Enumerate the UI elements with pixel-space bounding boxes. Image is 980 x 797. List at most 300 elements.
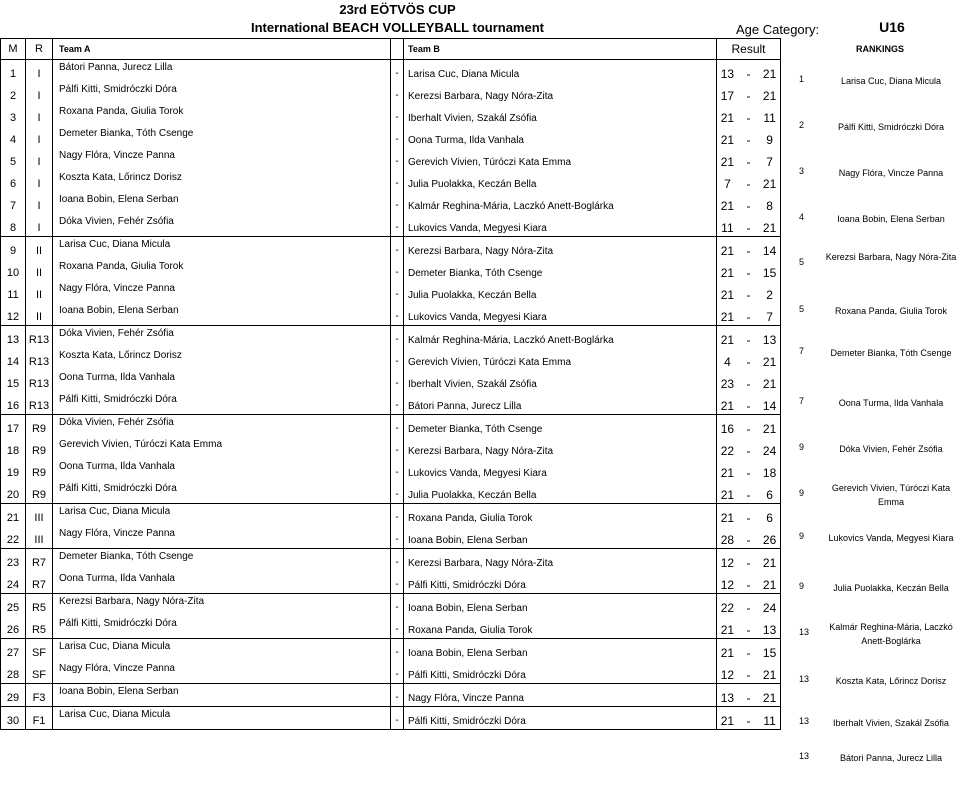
score-a-cell [717, 60, 738, 83]
team-a-cell-text: Nagy Flóra, Vincze Panna [59, 282, 175, 294]
team-b-cell-text: Pálfi Kitti, Smidróczki Dóra [408, 669, 526, 681]
score-b-cell [759, 549, 780, 572]
team-b-cell [404, 437, 717, 459]
team-b-cell [404, 237, 717, 260]
team-b-cell [404, 148, 717, 170]
dash-cell-text: - [395, 466, 399, 478]
score-b-cell [759, 303, 780, 326]
team-b-cell-text: Demeter Bianka, Tóth Csenge [408, 267, 543, 279]
score-a-cell-text: 21 [720, 714, 735, 728]
team-a-cell [53, 392, 391, 415]
score-b-cell [759, 148, 780, 170]
round-cell [26, 326, 53, 349]
team-a-cell [53, 616, 391, 639]
team-a-cell [53, 82, 391, 104]
score-separator [738, 415, 759, 438]
score-b-cell [759, 392, 780, 415]
team-a-cell-text: Larisa Cuc, Diana Micula [59, 238, 171, 250]
score-separator [738, 549, 759, 572]
dash-cell [391, 348, 404, 370]
table-row [1, 126, 781, 148]
match-number [1, 303, 26, 326]
team-b-cell-text: Iberhalt Vivien, Szakál Zsófia [408, 112, 537, 124]
score-b-cell-text: 13 [762, 623, 777, 637]
score-a-cell [717, 237, 738, 260]
round-cell-text: R13 [28, 334, 50, 346]
dash-cell-text: - [395, 177, 399, 189]
score-separator-text: - [746, 244, 751, 258]
dash-cell-text: - [395, 601, 399, 613]
score-b-cell-text: 21 [762, 556, 777, 570]
score-separator [738, 504, 759, 527]
score-a-cell [717, 661, 738, 684]
round-cell-text: I [37, 134, 41, 146]
team-b-cell-text: Pálfi Kitti, Smidróczki Dóra [408, 579, 526, 591]
round-cell-text: F1 [32, 715, 46, 727]
score-a-cell [717, 192, 738, 214]
match-number [1, 60, 26, 83]
round-cell [26, 303, 53, 326]
round-cell [26, 237, 53, 260]
team-a-cell-text: Demeter Bianka, Tóth Csenge [59, 127, 194, 139]
round-cell [26, 214, 53, 237]
score-b-cell-text: 21 [762, 422, 777, 436]
dash-cell-text: - [395, 377, 399, 389]
match-number [1, 326, 26, 349]
team-a-cell-text: Larisa Cuc, Diana Micula [59, 640, 171, 652]
team-b-cell [404, 259, 717, 281]
dash-cell-text: - [395, 111, 399, 123]
team-b-cell [404, 571, 717, 594]
score-a-cell [717, 415, 738, 438]
match-number-text: 14 [6, 356, 20, 368]
score-b-cell [759, 504, 780, 527]
round-cell [26, 60, 53, 83]
round-cell-text: II [35, 289, 43, 301]
team-a-cell-text: Ioana Bobin, Elena Serban [59, 685, 179, 697]
score-a-cell [717, 437, 738, 459]
score-b-cell-text: 21 [762, 355, 777, 369]
score-b-cell [759, 526, 780, 549]
match-number-text: 19 [6, 467, 20, 479]
match-number-text: 23 [6, 557, 20, 569]
team-a-cell-text: Larisa Cuc, Diana Micula [59, 505, 171, 517]
team-b-cell-text: Pálfi Kitti, Smidróczki Dóra [408, 715, 526, 727]
team-a-cell-text: Oona Turma, Ilda Vanhala [59, 572, 175, 584]
team-a-cell-text: Larisa Cuc, Diana Micula [59, 708, 171, 720]
table-row [1, 237, 781, 260]
dash-cell-text: - [395, 646, 399, 658]
dash-cell-text: - [395, 244, 399, 256]
score-a-cell [717, 571, 738, 594]
dash-cell-text: - [395, 155, 399, 167]
team-a-cell [53, 370, 391, 392]
team-b-cell [404, 594, 717, 617]
ranking-position: 9 [799, 581, 805, 591]
match-number [1, 82, 26, 104]
score-b-cell-text: 24 [762, 444, 777, 458]
dash-cell [391, 104, 404, 126]
score-b-cell [759, 126, 780, 148]
dash-cell [391, 481, 404, 504]
round-cell [26, 639, 53, 662]
score-separator [738, 60, 759, 83]
round-cell-text: II [35, 311, 43, 323]
round-cell [26, 684, 53, 707]
match-number [1, 104, 26, 126]
score-separator [738, 148, 759, 170]
score-separator-text: - [746, 623, 751, 637]
round-cell [26, 594, 53, 617]
team-b-cell-text: Demeter Bianka, Tóth Csenge [408, 423, 543, 435]
score-separator [738, 126, 759, 148]
score-b-cell [759, 348, 780, 370]
score-a-cell-text: 11 [721, 221, 734, 235]
round-cell-text: R13 [28, 356, 50, 368]
table-row [1, 616, 781, 639]
team-b-cell [404, 707, 717, 730]
ranking-position: 13 [799, 627, 810, 637]
score-b-cell [759, 707, 780, 730]
ranking-team: Oona Turma, Ilda Vanhala [838, 398, 944, 408]
page-subtitle: International BEACH VOLLEYBALL tournament [251, 20, 544, 35]
table-row [1, 326, 781, 349]
team-b-cell-text: Kerezsi Barbara, Nagy Nóra-Zita [408, 245, 554, 257]
round-cell-text: R9 [31, 423, 47, 435]
ranking-position: 7 [799, 346, 805, 356]
team-a-cell-text: Pálfi Kitti, Smidróczki Dóra [59, 83, 177, 95]
team-a-cell-text: Dóka Vivien, Fehér Zsófia [59, 327, 174, 339]
dash-cell [391, 281, 404, 303]
dash-cell [391, 214, 404, 237]
score-separator [738, 526, 759, 549]
round-cell [26, 348, 53, 370]
team-a-cell [53, 237, 391, 260]
round-cell-text: R9 [31, 445, 47, 457]
team-b-cell-text: Julia Puolakka, Keczán Bella [408, 178, 537, 190]
score-a-cell [717, 392, 738, 415]
match-number [1, 214, 26, 237]
team-b-cell [404, 82, 717, 104]
dash-cell-text: - [395, 288, 399, 300]
ranking-team: Kerezsi Barbara, Nagy Nóra-Zita [825, 252, 957, 262]
team-a-cell-text: Roxana Panda, Giulia Torok [59, 260, 184, 272]
score-separator [738, 82, 759, 104]
score-separator-text: - [746, 578, 751, 592]
score-b-cell [759, 326, 780, 349]
score-b-cell [759, 415, 780, 438]
team-a-cell [53, 481, 391, 504]
ranking-team: Demeter Bianka, Tóth Csenge [830, 348, 952, 358]
score-b-cell-text: 2 [766, 288, 773, 302]
dash-cell-text: - [395, 399, 399, 411]
team-b-cell [404, 192, 717, 214]
team-b-cell-text: Roxana Panda, Giulia Torok [408, 512, 533, 524]
match-number-text: 21 [6, 512, 20, 524]
score-separator-text: - [746, 377, 751, 391]
match-number-text: 25 [6, 602, 20, 614]
dash-cell [391, 594, 404, 617]
ranking-position: 13 [799, 716, 810, 726]
score-b-cell [759, 192, 780, 214]
col-header-result: Result [717, 39, 781, 60]
ranking-position: 9 [799, 488, 805, 498]
table-row [1, 639, 781, 662]
round-cell [26, 259, 53, 281]
dash-cell [391, 707, 404, 730]
score-b-cell-text: 21 [762, 691, 777, 705]
team-a-cell [53, 126, 391, 148]
team-a-cell [53, 148, 391, 170]
team-b-cell [404, 616, 717, 639]
match-number-text: 3 [9, 112, 17, 124]
score-separator-text: - [746, 89, 751, 103]
team-b-cell [404, 481, 717, 504]
dash-cell [391, 571, 404, 594]
score-b-cell [759, 237, 780, 260]
team-b-cell [404, 281, 717, 303]
team-a-cell-text: Koszta Kata, Lőrincz Dorisz [59, 349, 182, 361]
score-separator-text: - [746, 466, 751, 480]
table-row [1, 370, 781, 392]
match-number-text: 30 [6, 715, 20, 727]
ranking-team: Ioana Bobin, Elena Serban [837, 214, 945, 224]
score-separator [738, 348, 759, 370]
team-b-cell [404, 639, 717, 662]
score-a-cell [717, 126, 738, 148]
team-a-cell [53, 549, 391, 572]
score-a-cell [717, 594, 738, 617]
col-header-m: M [1, 39, 26, 60]
ranking-position: 4 [799, 212, 805, 222]
score-separator [738, 303, 759, 326]
round-cell-text: R5 [31, 624, 47, 636]
team-a-cell [53, 639, 391, 662]
score-a-cell [717, 348, 738, 370]
score-b-cell [759, 170, 780, 192]
score-a-cell [717, 684, 738, 707]
match-number-text: 2 [9, 90, 17, 102]
match-number [1, 661, 26, 684]
team-a-cell [53, 415, 391, 438]
score-b-cell-text: 14 [762, 244, 777, 258]
round-cell [26, 170, 53, 192]
round-cell [26, 370, 53, 392]
score-a-cell-text: 21 [720, 488, 735, 502]
team-b-cell [404, 684, 717, 707]
dash-cell-text: - [395, 556, 399, 568]
score-b-cell-text: 21 [762, 177, 777, 191]
ranking-team: Koszta Kata, Lőrincz Dorisz [835, 676, 947, 686]
team-b-cell [404, 661, 717, 684]
dash-cell [391, 370, 404, 392]
team-a-cell [53, 326, 391, 349]
score-a-cell [717, 214, 738, 237]
dash-cell-text: - [395, 488, 399, 500]
table-row [1, 437, 781, 459]
round-cell-text: I [37, 222, 41, 234]
round-cell [26, 437, 53, 459]
dash-cell-text: - [395, 691, 399, 703]
match-number [1, 459, 26, 481]
match-number [1, 348, 26, 370]
ranking-position: 9 [799, 531, 805, 541]
score-b-cell-text: 21 [762, 578, 777, 592]
team-b-cell-text: Oona Turma, Ilda Vanhala [408, 134, 524, 146]
score-a-cell [717, 303, 738, 326]
round-cell-text: R5 [31, 602, 47, 614]
table-row [1, 259, 781, 281]
score-separator-text: - [746, 310, 751, 324]
match-number-text: 28 [6, 669, 20, 681]
table-row [1, 504, 781, 527]
dash-cell [391, 326, 404, 349]
round-cell [26, 481, 53, 504]
team-a-cell [53, 684, 391, 707]
score-b-cell-text: 7 [766, 310, 773, 324]
score-a-cell [717, 326, 738, 349]
match-number [1, 571, 26, 594]
score-b-cell-text: 14 [762, 399, 777, 413]
score-a-cell-text: 21 [720, 623, 735, 637]
score-separator-text: - [746, 221, 751, 235]
score-a-cell-text: 22 [720, 444, 735, 458]
score-separator-text: - [746, 714, 751, 728]
match-number-text: 11 [7, 289, 19, 301]
team-b-cell-text: Roxana Panda, Giulia Torok [408, 624, 533, 636]
round-cell [26, 192, 53, 214]
team-a-cell-text: Gerevich Vivien, Túróczi Kata Emma [59, 438, 223, 450]
ranking-team: Julia Puolakka, Keczán Bella [833, 583, 949, 593]
dash-cell-text: - [395, 623, 399, 635]
score-a-cell-text: 21 [720, 310, 735, 324]
match-number [1, 616, 26, 639]
team-a-cell-text: Ioana Bobin, Elena Serban [59, 304, 179, 316]
team-a-cell-text: Koszta Kata, Lőrincz Dorisz [59, 171, 182, 183]
dash-cell [391, 303, 404, 326]
score-a-cell-text: 13 [720, 691, 735, 705]
score-b-cell [759, 281, 780, 303]
ranking-team: Larisa Cuc, Diana Micula [840, 76, 942, 86]
score-b-cell-text: 21 [762, 377, 777, 391]
team-a-cell-text: Kerezsi Barbara, Nagy Nóra-Zita [59, 595, 205, 607]
rankings-title: RANKINGS [855, 44, 904, 54]
team-b-cell [404, 415, 717, 438]
round-cell [26, 616, 53, 639]
match-number [1, 281, 26, 303]
match-number-text: 13 [6, 334, 20, 346]
score-a-cell-text: 13 [720, 67, 735, 81]
score-separator [738, 639, 759, 662]
score-separator-text: - [746, 668, 751, 682]
score-separator [738, 684, 759, 707]
dash-cell-text: - [395, 221, 399, 233]
score-a-cell [717, 82, 738, 104]
ranking-team: Lukovics Vanda, Megyesi Kiara [828, 533, 954, 543]
col-header-dash [391, 39, 404, 60]
match-number-text: 16 [6, 400, 20, 412]
score-b-cell-text: 21 [762, 67, 777, 81]
dash-cell [391, 684, 404, 707]
team-b-cell [404, 504, 717, 527]
ranking-position: 3 [799, 166, 805, 176]
score-a-cell [717, 281, 738, 303]
dash-cell [391, 126, 404, 148]
team-a-cell [53, 60, 391, 83]
dash-cell-text: - [395, 310, 399, 322]
round-cell [26, 148, 53, 170]
ranking-team: Gerevich Vivien, Túróczi Kata Emma [831, 483, 951, 507]
team-b-cell-text: Kalmár Reghina-Mária, Laczkó Anett-Boglárka [408, 334, 614, 346]
score-separator [738, 259, 759, 281]
team-a-cell [53, 170, 391, 192]
team-b-cell-text: Kerezsi Barbara, Nagy Nóra-Zita [408, 445, 554, 457]
score-separator [738, 571, 759, 594]
score-b-cell [759, 437, 780, 459]
score-a-cell-text: 21 [720, 511, 735, 525]
ranking-team: Kalmár Reghina-Mária, Laczkó Anett-Boglárka [829, 622, 953, 646]
match-number-text: 15 [6, 378, 20, 390]
match-number-text: 7 [9, 200, 17, 212]
score-b-cell-text: 7 [766, 155, 773, 169]
score-b-cell [759, 82, 780, 104]
score-b-cell-text: 11 [763, 111, 776, 125]
table-row [1, 594, 781, 617]
team-a-cell-text: Oona Turma, Ilda Vanhala [59, 371, 175, 383]
dash-cell-text: - [395, 199, 399, 211]
round-cell-text: I [37, 178, 41, 190]
team-a-cell-text: Oona Turma, Ilda Vanhala [59, 460, 175, 472]
team-a-cell-text: Nagy Flóra, Vincze Panna [59, 149, 175, 161]
score-separator-text: - [746, 533, 751, 547]
score-b-cell-text: 6 [766, 511, 773, 525]
score-separator [738, 104, 759, 126]
round-cell-text: R9 [31, 467, 47, 479]
table-row [1, 526, 781, 549]
match-number [1, 707, 26, 730]
round-cell [26, 549, 53, 572]
dash-cell-text: - [395, 533, 399, 545]
round-cell [26, 126, 53, 148]
team-a-cell-text: Nagy Flóra, Vincze Panna [59, 662, 175, 674]
score-separator [738, 281, 759, 303]
score-a-cell-text: 21 [720, 399, 735, 413]
team-a-cell [53, 303, 391, 326]
score-a-cell-text: 12 [720, 578, 735, 592]
round-cell-text: R13 [28, 378, 50, 390]
dash-cell [391, 437, 404, 459]
dash-cell [391, 459, 404, 481]
round-cell-text: I [37, 156, 41, 168]
ranking-position: 13 [799, 674, 810, 684]
match-number [1, 504, 26, 527]
match-number-text: 12 [6, 311, 20, 323]
match-number-text: 18 [6, 445, 20, 457]
round-cell-text: R7 [31, 579, 47, 591]
round-cell-text: R13 [28, 400, 50, 412]
round-cell-text: II [35, 245, 43, 257]
score-b-cell-text: 21 [762, 668, 777, 682]
team-b-cell-text: Lukovics Vanda, Megyesi Kiara [408, 311, 547, 323]
score-b-cell-text: 15 [762, 646, 777, 660]
team-b-cell-text: Kerezsi Barbara, Nagy Nóra-Zita [408, 557, 554, 569]
round-cell-text: I [37, 90, 41, 102]
round-cell [26, 281, 53, 303]
col-header-team-b: Team B [404, 39, 717, 60]
score-a-cell-text: 21 [720, 199, 735, 213]
table-row [1, 707, 781, 730]
match-number [1, 237, 26, 260]
